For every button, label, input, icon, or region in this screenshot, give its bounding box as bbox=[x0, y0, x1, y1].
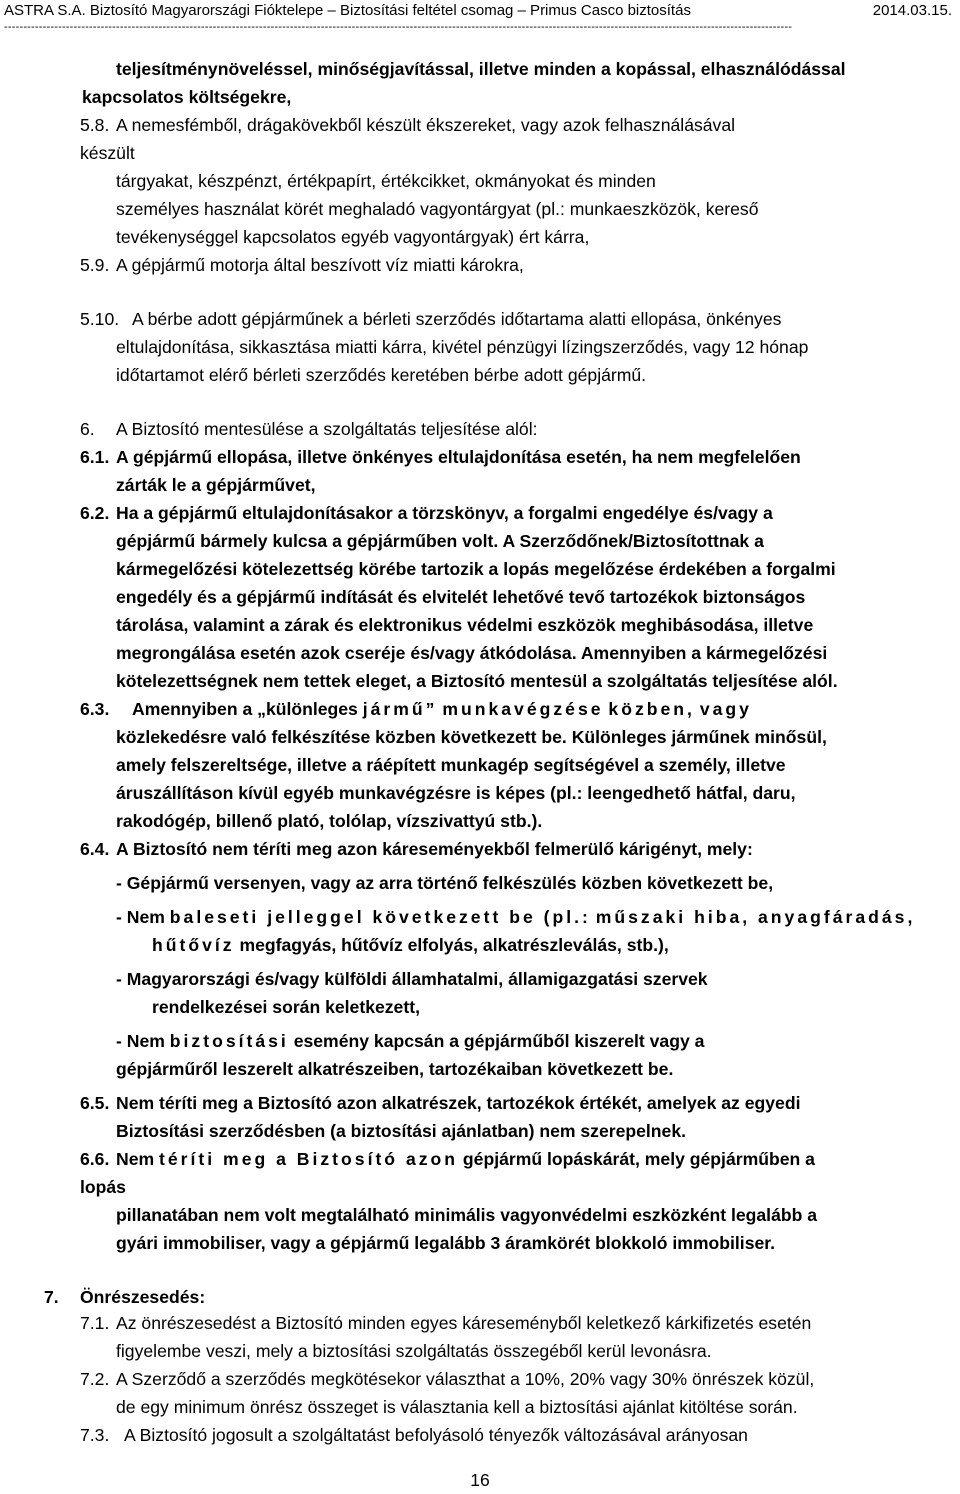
item-number: 7.3. bbox=[80, 1425, 110, 1445]
text-line: pillanatában nem volt megtalálható minimális vagyonvédelmi eszközként legalább a bbox=[116, 1205, 818, 1225]
text-line: időtartamot elérő bérleti szerződés keretében bérbe adott gépjármű. bbox=[116, 365, 647, 385]
text-line: gyári immobiliser, vagy a gépjármű legalább 3 áramkörét blokkoló immobiliser. bbox=[116, 1233, 776, 1253]
header-date: 2014.03.15. bbox=[872, 2, 952, 19]
text-line: gépjármű bármely kulcsa a gépjárműben volt. A Szerződőnek/Biztosítottnak a bbox=[116, 531, 764, 551]
item-number: 7.1. bbox=[80, 1313, 110, 1333]
text-line: A Biztosító nem téríti meg azon káreseményekből felmerülő kárigényt, mely: bbox=[116, 839, 753, 859]
dash-item-continued: hűtővíz megfagyás, hűtővíz elfolyás, alkatrészleválás, stb.), bbox=[152, 935, 669, 955]
text-line: A nemesfémből, drágakövekből készült ékszereket, vagy azok felhasználásával bbox=[116, 115, 736, 135]
dash-item-continued: gépjárműről leszerelt alkatrészeiben, tartozékaiban következett be. bbox=[116, 1059, 674, 1079]
text-line: Nem téríti meg a Biztosító azon alkatrészek, tartozékok értékét, amelyek az egyedi bbox=[116, 1093, 801, 1113]
item-number: 6.2. bbox=[80, 503, 110, 523]
dash-item: - Magyarországi és/vagy külföldi államhatalmi, államigazgatási szervek bbox=[116, 969, 708, 989]
text-line: teljesítménynöveléssel, minőségjavítással, illetve minden a kopással, elhasználódással bbox=[116, 59, 846, 79]
text-line: Biztosítási szerződésben (a biztosítási ajánlatban) nem szerepelnek. bbox=[116, 1121, 687, 1141]
text-line: tárgyakat, készpénzt, értékpapírt, értékcikket, okmányokat és minden bbox=[116, 171, 656, 191]
text-line: közlekedésre való felkészítése közben következett be. Különleges járműnek minősül, bbox=[116, 727, 827, 747]
text-line: rakodógép, billenő plató, tolólap, vízszivattyú stb.). bbox=[116, 811, 543, 831]
text-line: kötelezettségnek nem tettek eleget, a Biztosító mentesül a szolgáltatás teljesítése alól. bbox=[116, 671, 838, 691]
text-line: eltulajdonítása, sikkasztása miatti kárra, kivétel pénzügyi lízingszerződés, vagy 12 hónap bbox=[116, 337, 809, 357]
text-line: A Biztosító jogosult a szolgáltatást befolyásoló tényezők változásával arányosan bbox=[124, 1425, 748, 1445]
text-line: A gépjármű motorja által beszívott víz miatti károkra, bbox=[116, 255, 524, 275]
text-line: Az önrészesedést a Biztosító minden egyes káreseményből keletkező kárkifizetés esetén bbox=[116, 1313, 812, 1333]
text-line: személyes használat körét meghaladó vagyontárgyat (pl.: munkaeszközök, kereső bbox=[116, 199, 759, 219]
dash-item: - Gépjármű versenyen, vagy az arra történő felkészülés közben következett be, bbox=[116, 873, 774, 893]
section-number: 7. bbox=[44, 1287, 59, 1307]
text-line: A gépjármű ellopása, illetve önkényes eltulajdonítása esetén, ha nem megfelelően bbox=[116, 447, 801, 467]
text-line: A Szerződő a szerződés megkötésekor választhat a 10%, 20% vagy 30% önrészek közül, bbox=[116, 1369, 815, 1389]
text-line: Nem téríti meg a Biztosító azon gépjármű lopáskárát, mely gépjárműben a bbox=[116, 1149, 815, 1169]
item-number: 6.3. bbox=[80, 699, 110, 719]
text-line: engedély és a gépjármű indítását és elvitelét lehetővé tevő tartozékok biztonságos bbox=[116, 587, 806, 607]
dash-item: - Nem biztosítási esemény kapcsán a gépjárműből kiszerelt vagy a bbox=[116, 1031, 705, 1051]
item-number: 6.6. bbox=[80, 1149, 110, 1169]
text-line: zárták le a gépjárművet, bbox=[116, 475, 316, 495]
item-number: 6.5. bbox=[80, 1093, 110, 1113]
page-number: 16 bbox=[470, 1470, 490, 1490]
text-line: megrongálása esetén azok cseréje és/vagy átkódolása. Amennyiben a kármegelőzési bbox=[116, 643, 828, 663]
text-line: tevékenységgel kapcsolatos egyéb vagyontárgyak) ért kárra, bbox=[116, 227, 590, 247]
text-line: kapcsolatos költségekre, bbox=[82, 87, 292, 107]
text-line: A bérbe adott gépjárműnek a bérleti szerződés időtartama alatti ellopása, önkényes bbox=[132, 309, 782, 329]
dash-item-continued: rendelkezései során keletkezett, bbox=[152, 997, 420, 1017]
text-line: amely felszereltsége, illetve a ráépített munkagép segítségével a személy, illetve bbox=[116, 755, 786, 775]
section-heading: Önrészesedés: bbox=[80, 1287, 206, 1307]
text-line: Ha a gépjármű eltulajdonításakor a törzskönyv, a forgalmi engedélye és/vagy a bbox=[116, 503, 773, 523]
section-number: 6. bbox=[80, 419, 95, 439]
text-line: áruszállításon kívül egyéb munkavégzésre is képes (pl.: leengedhető hátfal, daru, bbox=[116, 783, 796, 803]
section-heading: A Biztosító mentesülése a szolgáltatás teljesítése alól: bbox=[116, 419, 538, 439]
item-number: 6.1. bbox=[80, 447, 110, 467]
text-line: készült bbox=[80, 143, 135, 163]
text-line: Amennyiben a „különleges jármű” munkavégzése közben, vagy bbox=[132, 699, 752, 719]
dash-item: - Nem baleseti jelleggel következett be (pl.: műszaki hiba, anyagfáradás, bbox=[116, 907, 916, 927]
text-line: figyelembe veszi, mely a biztosítási szolgáltatás összegéből kerül levonásra. bbox=[116, 1341, 712, 1361]
item-number: 5.10. bbox=[80, 309, 120, 329]
text-line: kármegelőzési kötelezettség körébe tartozik a lopás megelőzése érdekében a forgalmi bbox=[116, 559, 836, 579]
text-line: lopás bbox=[80, 1177, 126, 1197]
item-number: 5.9. bbox=[80, 255, 110, 275]
header-rule: ------------------------------------------------------------------------------------------------------------------------------------------------------------------------------------------------------------ bbox=[4, 21, 793, 33]
item-number: 5.8. bbox=[80, 115, 110, 135]
text-line: de egy minimum önrész összeget is választania kell a biztosítási ajánlat kitöltése során. bbox=[116, 1397, 798, 1417]
item-number: 6.4. bbox=[80, 839, 110, 859]
text-line: tárolása, valamint a zárak és elektronikus védelmi eszközök meghibásodása, illetve bbox=[116, 615, 814, 635]
item-number: 7.2. bbox=[80, 1369, 110, 1389]
header-title: ASTRA S.A. Biztosító Magyarországi Fióktelepe – Biztosítási feltétel csomag – Primus Casco biztosítás bbox=[4, 2, 691, 19]
